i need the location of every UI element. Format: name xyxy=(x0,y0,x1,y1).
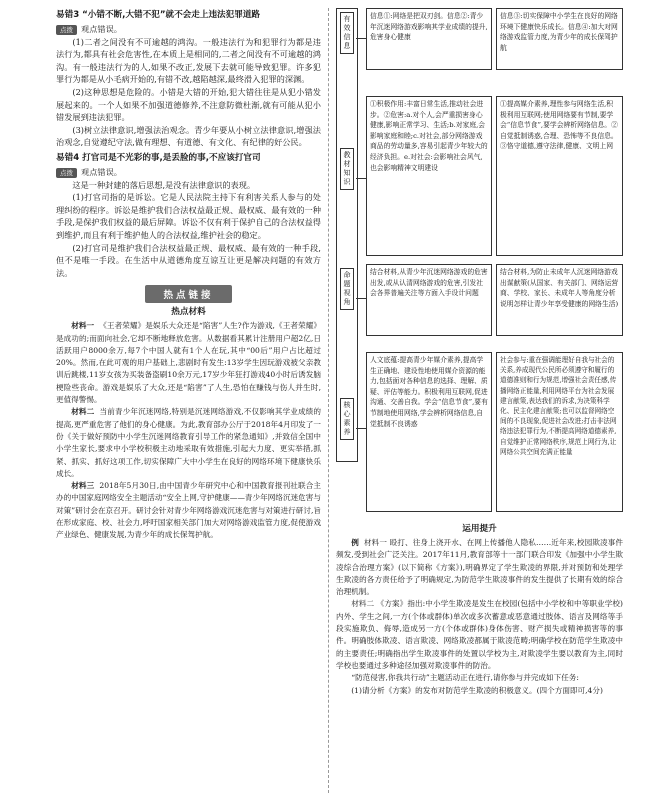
error-3-paragraph-1: (1)二者之间没有不可逾越的鸿沟。一般违法行为和犯罪行为都是违法行为,都具有社会危害性,在本质上是相同的,二者之间没有不可逾越的鸿沟。有一般违法行为的人,如果不改正,发展下去就可能导致犯罪。许多犯罪行为都是从小毛病开始的,有错不改,越陷越深,最终滑入犯罪的深渊。 xyxy=(56,36,321,85)
material-1-label: 材料一 xyxy=(71,321,95,331)
tip-text: 观点错误。 xyxy=(81,166,122,177)
diagram-box-angle-1: 结合材料,从青少年沉迷网络游戏的危害出发,或从认清网络游戏的危害,引发社会各界普遍关注等方面入手设计问题 xyxy=(366,264,492,336)
connector xyxy=(356,428,366,429)
hot-link-banner xyxy=(56,283,321,303)
example-material-2: 材料二 《方案》指出:中小学生欺凌是发生在校园(包括中小学校和中等职业学校)内外、学生之间,一方(个体或群体)单次或多次蓄意或恶意通过肢体、语言及网络等手段实施欺负、侮辱,造成另一方(个体或群体)身体伤害、财产损失或精神损害等的事件。明确肢体欺凌、语言欺凌、网络欺凌都属于欺凌范畴;明确学校在防范学生欺凌中的主要责任;明确指出学生欺凌事件的处置以学校为主,对欺凌学生要以教育为主,同时学校也要通过多种途径加强对欺凌事件的防治。 xyxy=(336,599,623,670)
tip-badge: 点拨 xyxy=(56,168,77,178)
material-3-label: 材料三 xyxy=(71,481,95,491)
material-1 xyxy=(56,320,321,406)
column-divider xyxy=(328,8,329,793)
error-3-paragraph-3: (3)树立法律意识,增强法治观念。青少年要从小树立法律意识,增强法治观念,自觉遵纪守法,做有理想、有道德、有文化、有纪律的好公民。 xyxy=(56,124,321,148)
tip-badge: 点拨 xyxy=(56,25,77,35)
diagram-root xyxy=(336,8,358,462)
error-3-tip xyxy=(56,23,321,36)
practice-section xyxy=(336,522,623,697)
diagram-box-textbook-1: ①积极作用:丰富日常生活,推动社会进步。②危害:a.对个人,会严重损害身心健康,影响正常学习、生活;b.对家庭,会影响家庭和睦;c.对社会,部分网络游戏商品的劳动量多,容易引起青少年较大的经济负担。e.对社会:会影响社会风气,也会影响精神文明建设 xyxy=(366,96,492,256)
diagram-box-info-2: 信息③:切实保障中小学生在良好的网络环境下健康快乐成长。信息④:加大对网络游戏监管力度,为青少年的成长保驾护航 xyxy=(496,8,623,70)
connector xyxy=(356,298,366,299)
example-task-intro: “防范侵害,你我共行动”主题活动正在进行,请你参与并完成如下任务: xyxy=(351,673,579,683)
diagram-section-label: 核心素养 xyxy=(340,398,354,440)
diagram-section-label: 教材知识 xyxy=(340,148,354,190)
material-1-text: 《王者荣耀》是娱乐大众还是“陷害”人生?作为游戏,《王者荣耀》是成功的;而面向社会,它却不断地释放危害。从数据看其累计注册用户超2亿,日活跃用户8000余万,每7个中国人就有1个人在玩,其中“00后”用户占比超过20%。然而,在此可观的用户基础上,悲剧时有发生:13岁学生因玩游戏被父亲教训后跳楼,11岁女孩为买装备盗刷10余万元,17岁少年狂打游戏40小时后诱发脑梗险些丧命。游戏是娱乐了大众,还是“陷害”了人生,恐怕在赚钱与伤人并生时,更值得警惕。 xyxy=(56,321,322,405)
question-1: (1)请分析《方案》的发布对防范学生欺凌的积极意义。(四个方面即可,4分) xyxy=(351,685,603,695)
connector xyxy=(356,178,366,179)
error-4-tip xyxy=(56,166,321,179)
practice-title: 运用提升 xyxy=(462,524,497,534)
error-4-title: 易错4 打官司是不光彩的事,是丢脸的事,不应该打官司 xyxy=(56,152,261,163)
example-label: 例 xyxy=(351,538,359,547)
material-3 xyxy=(56,480,321,541)
tip-text: 观点错误。 xyxy=(81,24,122,34)
material-2-label: 材料二 xyxy=(71,407,95,417)
error-3-title: 易错3 “小错不断,大错不犯”就不会走上违法犯罪道路 xyxy=(56,10,261,20)
material-2-text: 当前青少年沉迷网络,特别是沉迷网络游戏,不仅影响其学业成绩的提高,更严重危害了他们的身心健康。为此,教育部办公厅于2018年4月印发了一份《关于做好预防中小学生沉迷网络教育引导工作的紧急通知》,并致信全国中小学生家长,要求中小学校积极主动地采取有效措施,引起大力度、更实举措,抓紧、抓实、抓好这项工作,切实保障广大中小学生在良好的网络环境下健康快乐成长。 xyxy=(56,407,322,478)
knowledge-diagram xyxy=(336,8,623,512)
hot-material-title: 热点材料 xyxy=(171,307,206,318)
error-4-paragraph-2: (2)打官司是维护我们合法权益最正规、最权威、最有效的一种手段,但不是唯一手段。在生活中从道德角度互谅互让更是解决问题的有效方法。 xyxy=(56,242,321,278)
diagram-box-info-1: 信息①:网络是把双刃剑。信息②:青少年沉迷网络游戏影响其学业成绩的提升,危害身心健康 xyxy=(366,8,492,70)
diagram-section-label: 命题视角 xyxy=(340,268,354,310)
example-material-1 xyxy=(336,537,623,598)
diagram-box-core-1: 人文底蕴:提高青少年媒介素养,提高学生正确地、建设性地使用媒介资源的能力,包括面对各种信息的选择、理解、质疑、评估等能力。积极利用互联网,促进沟通、交善自我。学会“信息节食”,要有节制地使用网络,学会辨析网络信息,自觉抵制不良诱惑 xyxy=(366,352,492,512)
error-3-paragraph-2: (2)这种思想是危险的。小错是大错的开始,犯大错往往是从犯小错发展起来的。一个人如果不加强道德修养,不注意防微杜渐,就有可能从犯小错发展到违法犯罪。 xyxy=(56,86,321,123)
error-4-paragraph-1: (1)打官司指的是诉讼。它是人民法院主持下有利害关系人参与的处理纠纷的程序。诉讼是维护我们合法权益最正规、最权威、最有效的一种手段,是保护我们权益的最后屏障。诉讼不仅有利于保护自己的合法权益得到维护,而且有利于维护他人的合法权益,维护社会的稳定。 xyxy=(56,192,321,240)
material-3-text: 2018年5月30日,由中国青少年研究中心和中国教育报刊社联合主办的中国家庭网络安全主题活动“安全上网,守护健康——青少年网络沉迷危害与对策”研讨会在京召开。研讨会针对青少年网络游戏沉迷危害与对策进行研讨,旨在形成家庭、校、社会力,呼吁国家相关部门加大对网络游戏监管力度,促使游戏产业绿色、健康发展,为青少年的成长保驾护航。 xyxy=(56,481,322,540)
error-4-paragraph-0: 这是一种封建的落后思想,是没有法律意识的表现。 xyxy=(72,179,256,190)
diagram-box-core-2: 社会参与:重在强调能理好自我与社会的关系,养成现代公民所必须遵守和履行的道德准则和行为规范,增强社会责任感,传播网络正能量,利用网络平台为社会发展建言献策,表达我们的诉求,为决策科学化、民主化建言献策;也可以监督网络空间的不良现象,促进社会改进;打击非法网络违法犯罪行为,不断提高网络道德素养,自觉维护正常网络秩序,规范上网行为,让网络公共空间充满正能量 xyxy=(496,352,623,512)
diagram-box-angle-2: 结合材料,为防止未成年人沉迷网络游戏出谋献策(从国家、有关部门、网络运营商、学校、家长、未成年人等角度分析说明怎样让青少年享受健康的网络生活) xyxy=(496,264,623,336)
banner-text: 热点链接 xyxy=(145,285,231,303)
material-2 xyxy=(56,406,321,480)
left-column xyxy=(56,8,321,542)
diagram-box-textbook-2: ①提高媒介素养,理性参与网络生活,积极利用互联网;使用网络要有节制,要学会“信息节食”,要学会辨析网络信息。②自觉抵制诱惑,合理、恐怖等不良信息。③恪守道德,遵守法律,健康、文明上网 xyxy=(496,96,623,256)
diagram-section-label: 有效信息 xyxy=(340,12,354,54)
example-material-1-text: 材料一 殴打、往身上浇开水、在网上传播他人隐私……近年来,校园欺凌事件频发,受到社会广泛关注。2017年11月,教育部等十一部门联合印发《加强中小学生欺凌综合治理方案》(以下简称《方案》),明确界定了学生欺凌的界限,并对预防和处理学生欺凌的各方责任给予了明确规定,为防范学生欺凌事件的发生提供了长期有效的综合治理机制。 xyxy=(336,538,624,597)
connector xyxy=(356,38,366,39)
